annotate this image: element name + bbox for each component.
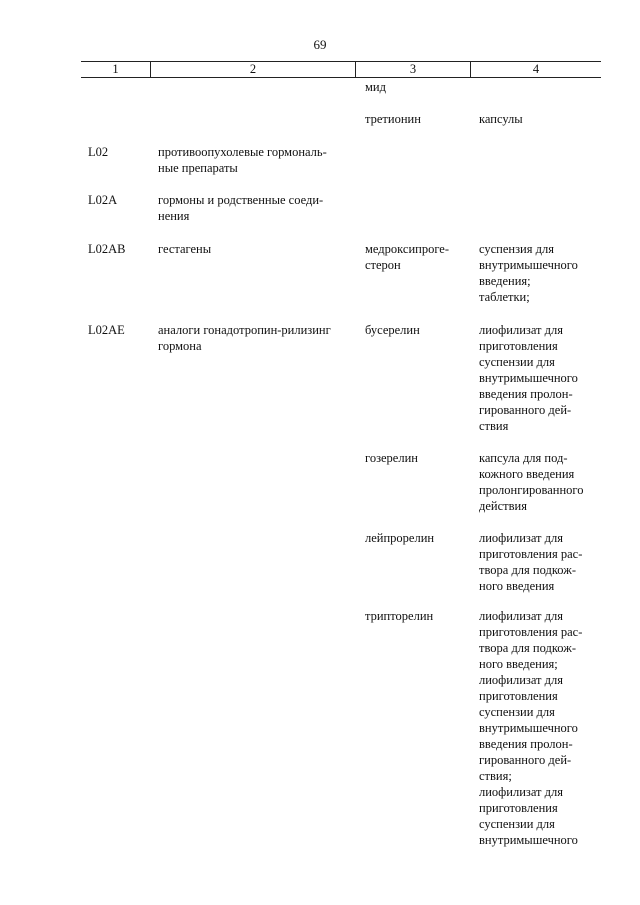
text-line: приготовления — [479, 801, 558, 815]
table-row-3-code: L02A — [88, 193, 118, 207]
text-line: лейпрорелин — [365, 531, 435, 545]
table-row-8-form — [479, 608, 597, 848]
text-line: введения пролон- — [479, 737, 573, 751]
table-row-5-desc — [158, 322, 354, 354]
table-row-7-form — [479, 530, 597, 594]
text-line: гормоны и родственные соеди- — [158, 193, 324, 207]
table-row-2-code: L02 — [88, 145, 109, 159]
text-line: действия — [479, 499, 527, 513]
text-line: трипторелин — [365, 609, 434, 623]
text-line: гестагены — [158, 242, 212, 256]
text-line: таблетки; — [479, 290, 530, 304]
text-line: ствия — [479, 419, 509, 433]
header-col-2: 2 — [151, 62, 356, 77]
text-line: гозерелин — [365, 451, 418, 465]
table-row-3-desc — [158, 192, 354, 224]
text-line: приготовления — [479, 689, 558, 703]
table-row-5-form — [479, 322, 597, 434]
text-line: лиофилизат для — [479, 531, 563, 545]
table-row-4-code: L02AB — [88, 242, 126, 256]
table-row-2-desc — [158, 144, 354, 176]
text-line: противоопухолевые гормональ- — [158, 145, 327, 159]
text-line: ствия; — [479, 769, 512, 783]
table-header — [81, 61, 601, 78]
table-row-8-drug — [365, 608, 471, 624]
table-row-1-col4: капсулы — [479, 112, 523, 126]
text-line: введения; — [479, 274, 531, 288]
text-line: твора для подкож- — [479, 563, 577, 577]
text-line: гированного дей- — [479, 753, 572, 767]
text-line: приготовления — [479, 339, 558, 353]
table-row-5-drug — [365, 322, 471, 338]
text-line: суспензия для — [479, 242, 554, 256]
text-line: нения — [158, 209, 190, 223]
text-line: гированного дей- — [479, 403, 572, 417]
header-col-4: 4 — [532, 62, 540, 76]
table-row-0-col3: мид — [365, 80, 386, 94]
text-line: пролонгированного — [479, 483, 584, 497]
text-line: суспензии для — [479, 355, 555, 369]
text-line: гормона — [158, 339, 202, 353]
text-line: суспензии для — [479, 705, 555, 719]
table-row-4-desc — [158, 241, 354, 257]
page-number: 69 — [313, 37, 327, 52]
text-line: приготовления рас- — [479, 625, 583, 639]
table-row-4-drug — [365, 241, 471, 273]
text-line: стерон — [365, 258, 401, 272]
text-line: введения пролон- — [479, 387, 573, 401]
text-line: лиофилизат для — [479, 609, 563, 623]
text-line: внутримышечного — [479, 371, 578, 385]
text-line: внутримышечного — [479, 258, 578, 272]
text-line: ного введения — [479, 579, 555, 593]
text-line: кожного введения — [479, 467, 575, 481]
text-line: внутримышечного — [479, 833, 578, 847]
text-line: ного введения; — [479, 657, 558, 671]
table-row-7-drug — [365, 530, 471, 546]
text-line: лиофилизат для — [479, 785, 563, 799]
text-line: лиофилизат для — [479, 323, 563, 337]
table-row-1-col3: третионин — [365, 112, 421, 126]
text-line: ные препараты — [158, 161, 238, 175]
table-row-4-form — [479, 241, 597, 305]
text-line: приготовления рас- — [479, 547, 583, 561]
text-line: суспензии для — [479, 817, 555, 831]
text-line: твора для подкож- — [479, 641, 577, 655]
text-line: аналоги гонадотропин-рилизинг — [158, 323, 331, 337]
text-line: бусерелин — [365, 323, 420, 337]
text-line: внутримышечного — [479, 721, 578, 735]
table-row-5-code: L02AE — [88, 323, 125, 337]
text-line: медроксипроге- — [365, 242, 450, 256]
text-line: лиофилизат для — [479, 673, 563, 687]
table-row-6-drug — [365, 450, 471, 466]
header-col-1: 1 — [81, 62, 151, 77]
table-row-6-form — [479, 450, 597, 514]
header-col-3: 3 — [356, 62, 471, 77]
text-line: капсула для под- — [479, 451, 568, 465]
